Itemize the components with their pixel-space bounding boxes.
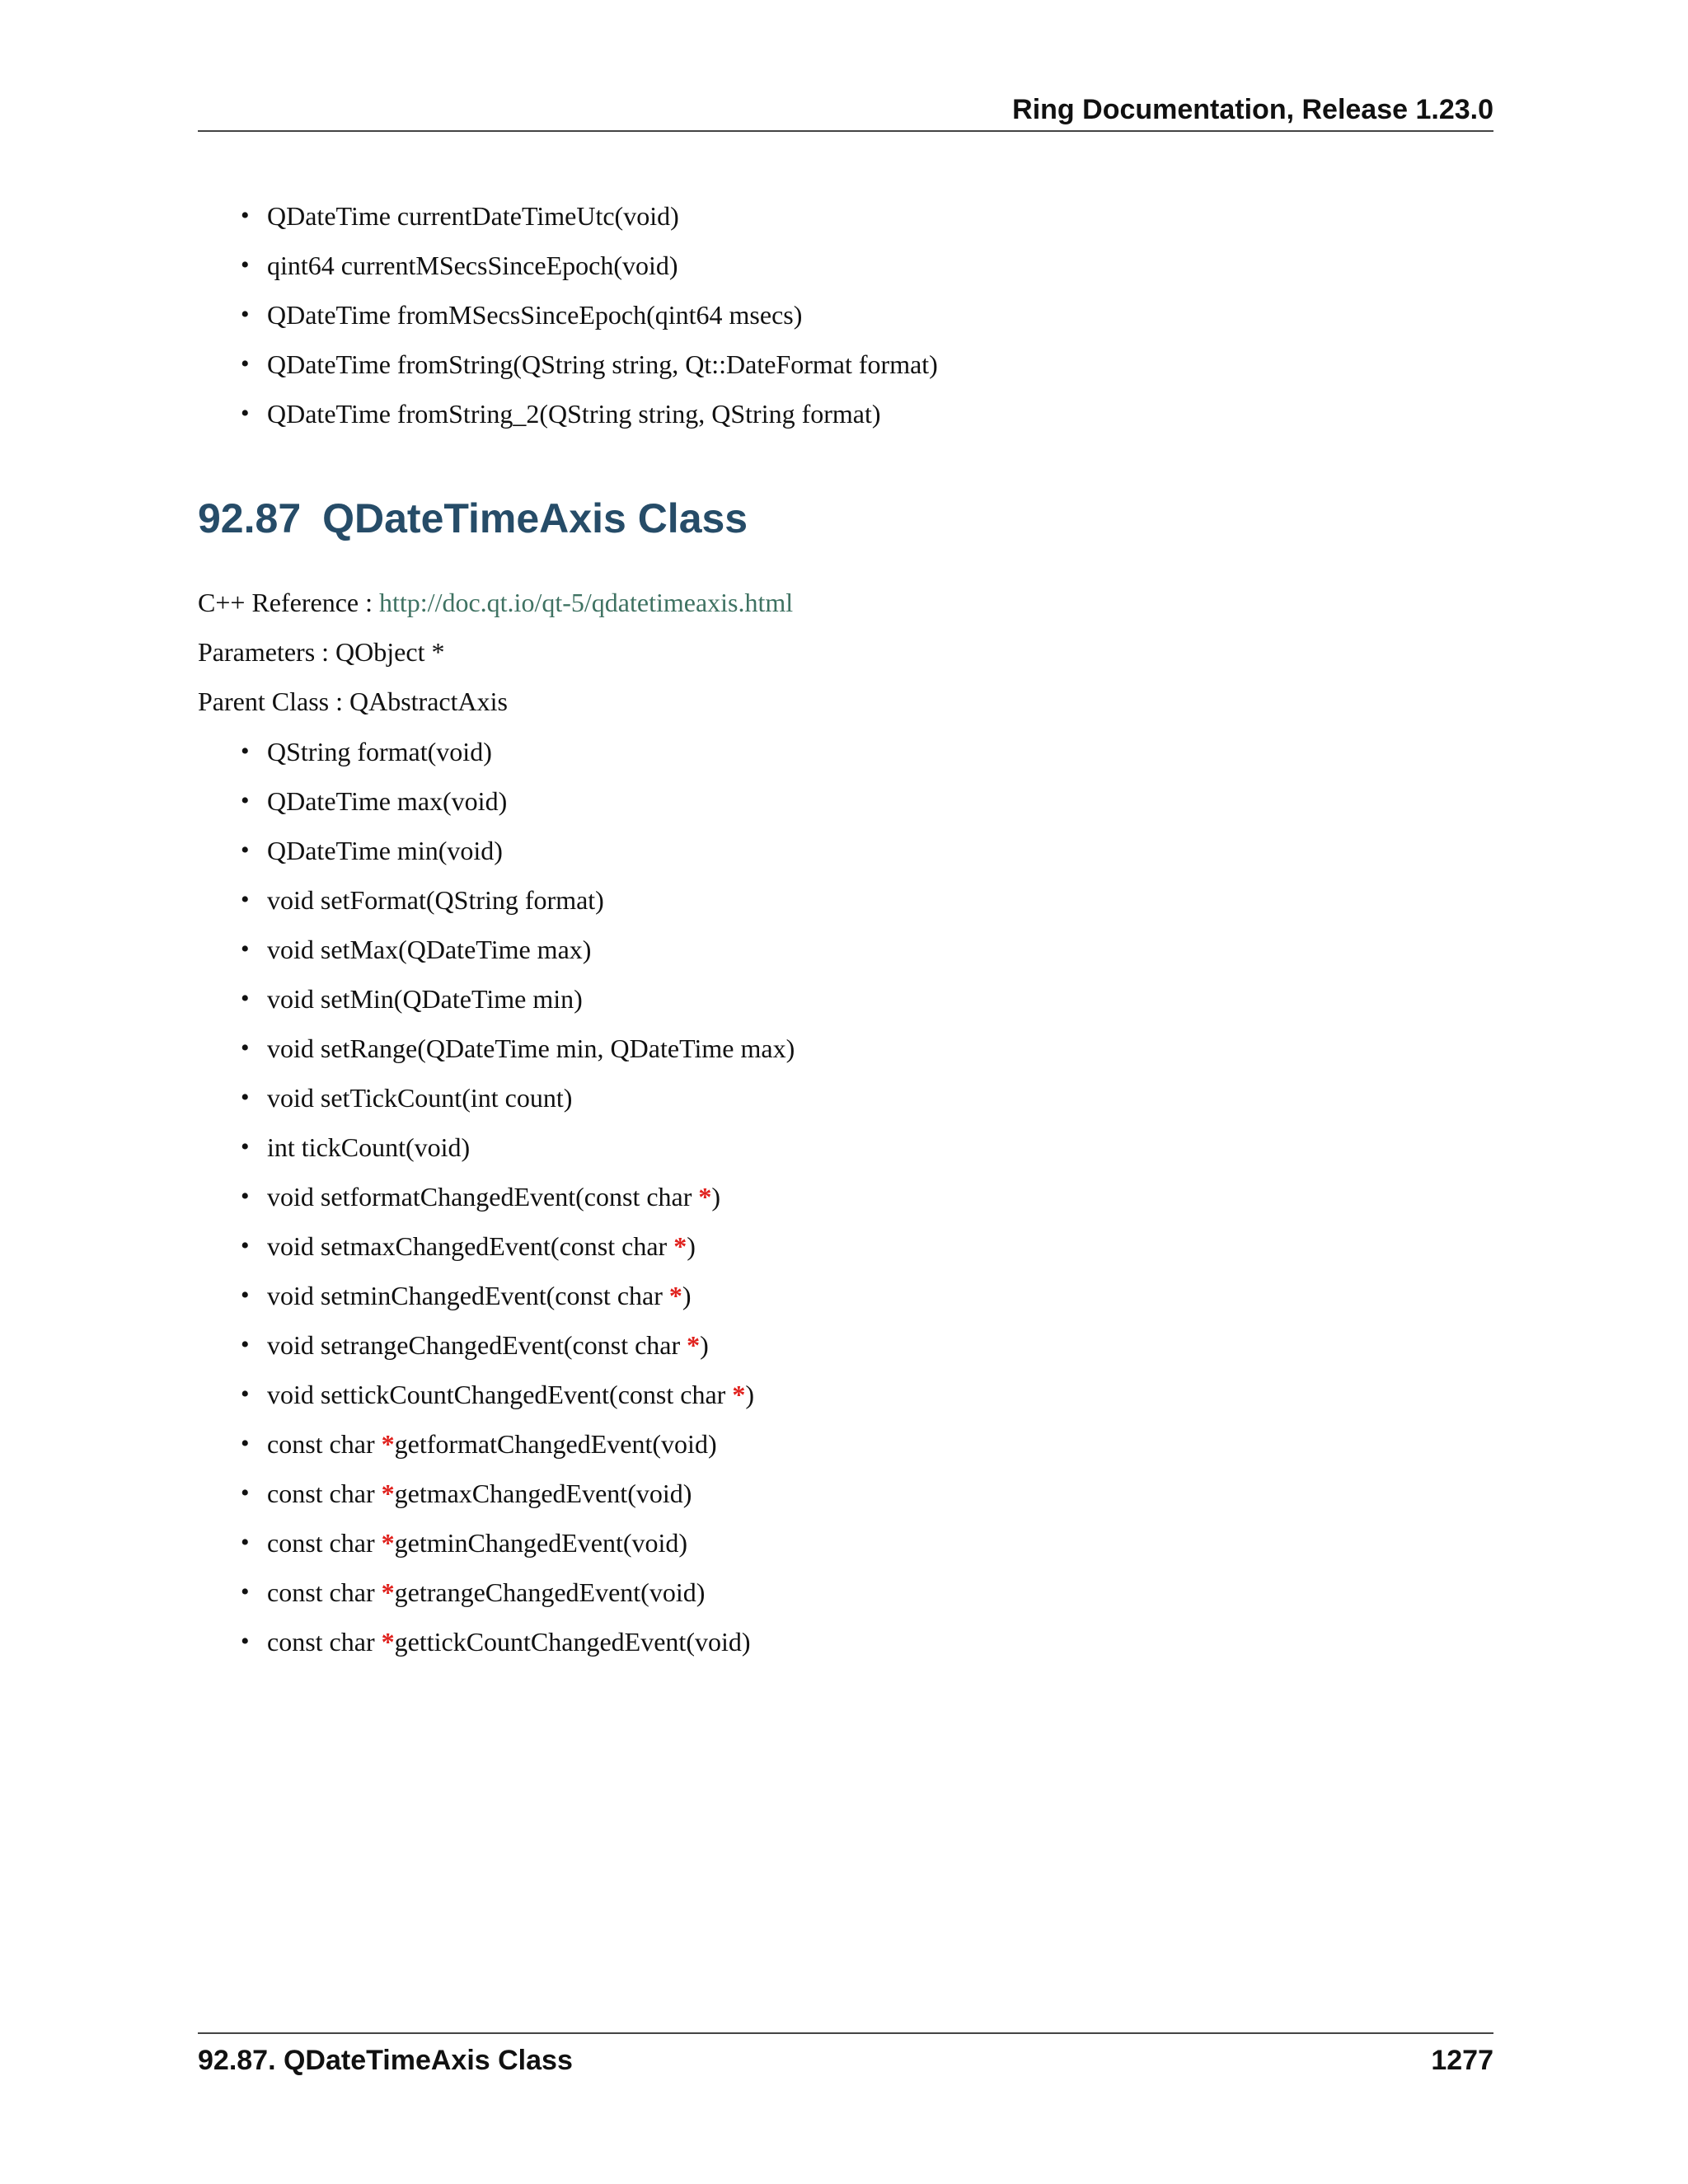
list-item: • QDateTime currentDateTimeUtc(void) bbox=[241, 191, 1395, 241]
bullet-icon: • bbox=[241, 935, 250, 963]
list-item: • void setmaxChangedEvent(const char *) bbox=[241, 1221, 1395, 1271]
section-number: 92.87 bbox=[198, 495, 302, 541]
bullet-icon: • bbox=[241, 1331, 250, 1358]
bullet-icon: • bbox=[241, 1578, 250, 1605]
list-item: • qint64 currentMSecsSinceEpoch(void) bbox=[241, 241, 1395, 290]
reference-link[interactable]: http://doc.qt.io/qt-5/qdatetimeaxis.html bbox=[379, 588, 794, 617]
section-title bbox=[198, 490, 748, 547]
list-item: • const char *getformatChangedEvent(void) bbox=[241, 1419, 1395, 1469]
list-item: • const char *gettickCountChangedEvent(void) bbox=[241, 1617, 1395, 1666]
list-item: • const char *getminChangedEvent(void) bbox=[241, 1518, 1395, 1568]
cpp-reference bbox=[198, 582, 793, 623]
method-list bbox=[241, 727, 1395, 1666]
footer-page-number: 1277 bbox=[1431, 2045, 1493, 2076]
bullet-icon: • bbox=[241, 251, 250, 279]
list-item: • void setformatChangedEvent(const char *) bbox=[241, 1172, 1395, 1221]
list-item: • const char *getmaxChangedEvent(void) bbox=[241, 1469, 1395, 1518]
bullet-icon: • bbox=[241, 985, 250, 1012]
bullet-icon: • bbox=[241, 400, 250, 427]
bullet-icon: • bbox=[241, 1133, 250, 1160]
bullet-icon: • bbox=[241, 1232, 250, 1259]
list-item: • void setrangeChangedEvent(const char *) bbox=[241, 1320, 1395, 1370]
list-item: • const char *getrangeChangedEvent(void) bbox=[241, 1568, 1395, 1617]
bullet-icon: • bbox=[241, 1479, 250, 1507]
page-header bbox=[198, 92, 1493, 132]
page-footer bbox=[198, 2032, 1493, 2080]
list-item: • int tickCount(void) bbox=[241, 1122, 1395, 1172]
bullet-icon: • bbox=[241, 738, 250, 765]
bullet-icon: • bbox=[241, 787, 250, 814]
parameters: Parameters : QObject * bbox=[198, 637, 445, 667]
list-item: • void setMin(QDateTime min) bbox=[241, 974, 1395, 1024]
footer-section-label: 92.87. QDateTimeAxis Class bbox=[198, 2045, 573, 2076]
list-item: • void setMax(QDateTime max) bbox=[241, 925, 1395, 974]
parent-class: Parent Class : QAbstractAxis bbox=[198, 687, 508, 716]
list-item: • QString format(void) bbox=[241, 727, 1395, 776]
bullet-icon: • bbox=[241, 837, 250, 864]
reference-label: C++ Reference : bbox=[198, 588, 379, 617]
list-item: • QDateTime min(void) bbox=[241, 826, 1395, 875]
bullet-icon: • bbox=[241, 1529, 250, 1556]
bullet-icon: • bbox=[241, 1380, 250, 1408]
bullet-icon: • bbox=[241, 350, 250, 377]
bullet-icon: • bbox=[241, 1628, 250, 1655]
bullet-icon: • bbox=[241, 1084, 250, 1111]
bullet-icon: • bbox=[241, 1034, 250, 1062]
list-item: • void setTickCount(int count) bbox=[241, 1073, 1395, 1122]
top-method-list bbox=[241, 191, 1395, 438]
bullet-icon: • bbox=[241, 1282, 250, 1309]
list-item: • QDateTime max(void) bbox=[241, 776, 1395, 826]
list-item: • void setRange(QDateTime min, QDateTime max) bbox=[241, 1024, 1395, 1073]
bullet-icon: • bbox=[241, 202, 250, 229]
list-item: • void setFormat(QString format) bbox=[241, 875, 1395, 925]
header-title: Ring Documentation, Release 1.23.0 bbox=[1012, 94, 1493, 125]
list-item: • void setminChangedEvent(const char *) bbox=[241, 1271, 1395, 1320]
list-item: • QDateTime fromMSecsSinceEpoch(qint64 msecs) bbox=[241, 290, 1395, 340]
list-item: • QDateTime fromString_2(QString string, QString format) bbox=[241, 389, 1395, 438]
bullet-icon: • bbox=[241, 1430, 250, 1457]
list-item: • QDateTime fromString(QString string, Qt::DateFormat format) bbox=[241, 340, 1395, 389]
section-title-text: QDateTimeAxis Class bbox=[322, 495, 748, 541]
bullet-icon: • bbox=[241, 886, 250, 913]
bullet-icon: • bbox=[241, 301, 250, 328]
list-item: • void settickCountChangedEvent(const char *) bbox=[241, 1370, 1395, 1419]
bullet-icon: • bbox=[241, 1183, 250, 1210]
